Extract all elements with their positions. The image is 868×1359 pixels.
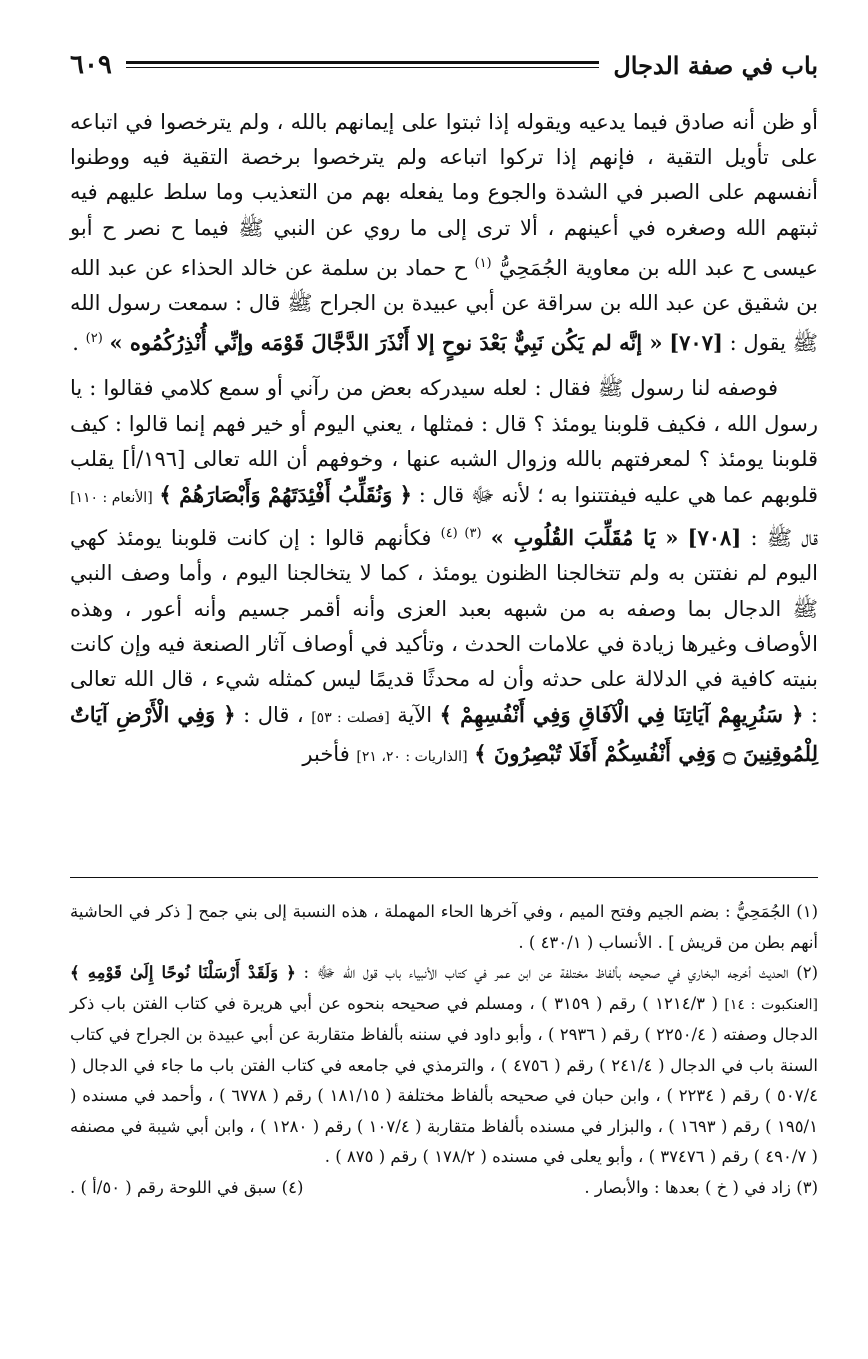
text-segment: فأخبر (302, 742, 350, 767)
header-rule (126, 60, 599, 70)
footnote-divider (70, 877, 818, 878)
verse-reference: [الأنعام : ١١٠] (70, 490, 153, 507)
page-number: ٦٠٩ (70, 50, 112, 80)
verse-reference: [فصلت : ٥٣] (311, 710, 390, 727)
quran-verse: ﴿ وَلَقَدْ أَرْسَلْنَا نُوحًا إِلَىٰ قَوْمِهِ ﴾ (70, 963, 296, 982)
footnote-3: (٣) زاد في ( خ ) بعدها : والأبصار . (584, 1177, 818, 1197)
text-segment: ، قال : (243, 703, 304, 728)
text-segment: أو ظن أنه صادق فيما يدعيه ويقوله إذا ثبتوا على إيمانهم بالله ، ولم يترخصوا في اتباعه على تأويل التقية ، فإنهم إذا تركوا اتباعه ولم يترخصوا برخصة التقية فيه ووطنوا أنفسهم على الصبر في الشدة والجوع وما يفعله بهم من التعذيب وما سلط عليهم فيه ثبتهم الله وصغره في أعينهم ، ألا ترى إلى ما روي عن النبي ﷺ فيما ح نصر ح أبو عيسى ح عبد الله بن معاوية الجُمَحِيُّ (70, 110, 818, 280)
footnote-1: (١) الجُمَحِيُّ : بضم الجيم وفتح الميم ، وفي آخرها الحاء المهملة ، هذه النسبة إلى بني جمح [ ذكر في الحاشية أنهم بطن من قريش ] . الأنساب ( ٤٣٠/١ ) . (70, 902, 818, 952)
main-text (70, 105, 818, 776)
text-segment: قال ﷺ : (750, 526, 818, 551)
paragraph-2 (70, 371, 818, 775)
running-title: باب في صفة الدجال (613, 50, 818, 80)
footnote-marker: (٢) (85, 331, 103, 347)
footnote-marker: (٣) (٤) (440, 526, 482, 542)
hadith-text: « يَا مُقَلِّبَ القُلُوبِ » (490, 525, 679, 551)
footnote-2 (70, 958, 818, 1173)
verse-reference: [العنكبوت : ١٤] (724, 996, 818, 1013)
footnote-text: (٢) الحديث أخرجه البخاري في صحيحه بألفاظ مختلفة عن ابن عمر في كتاب الأنبياء باب قول الله ﷻ : (303, 963, 818, 982)
quran-verse: ﴿ وَفِي الْأَرْضِ آيَاتٌ لِلْمُوقِنِينَ ۝ وَفِي أَنْفُسِكُمْ أَفَلَا تُبْصِرُونَ ﴾ (70, 702, 818, 767)
footnote-marker: (١) (474, 255, 492, 271)
text-segment: الآية (397, 703, 433, 728)
quran-verse: ﴿ وَنُقَلِّبُ أَفْئِدَتَهُمْ وَأَبْصَارَهُمْ ﴾ (159, 482, 412, 508)
book-page (70, 45, 819, 1197)
hadith-text: « إنَّه لم يَكُن نَبِيٌّ بَعْدَ نوحٍ إلا أَنْذَرَ الدَّجَّالَ قَوْمَه وإنِّي أُنْذِرُكُمُوه » (109, 330, 663, 356)
quran-verse: ﴿ سَنُرِيهِمْ آيَاتِنَا فِي الْآفَاقِ وَفِي أَنْفُسِهِمْ ﴾ (439, 702, 804, 728)
text-segment: فوصفه لنا رسول ﷺ فقال : لعله سيدركه بعض من رآني أو سمع كلامي فقالوا : يا رسول الله ، فكيف قلوبنا يومئذ ؟ قال : فمثلها ، يعني اليوم أو خير فهم إنما قالوا : كيف قلوبنا يومئذ ؟ لمعرفتهم بالله وزوال الشبه عنها ، وخوفهم أن الله تعالى [١٩٦/أ] يقلب قلوبهم عما هي عليه فيفتتنوا به ؛ لأنه ﷻ قال : (70, 376, 819, 508)
verse-reference: [الذاريات : ٢٠، ٢١] (356, 749, 468, 766)
page-header (70, 45, 818, 85)
text-segment: فكأنهم قالوا : إن كانت قلوبنا يومئذ كهي اليوم لم نفتتن به ولم تتخالجنا الظنون يومئذ ، كما لا يتخالجنا اليوم ، وأما وصف النبي ﷺ الدجال بما وصفه به من شبهه بعبد العزى وأنه أقمر جسيم وأنه أعور ، وهذه الأوصاف وغيرها زيادة في علامات الحدث ، وتأكيد في أوصاف آثار الصنعة فيه وإن كانت بنيته كافية في الدلالة على حدثه وأن له محدثًا قديمًا ليس كمثله شيء ، قال الله تعالى : (70, 526, 818, 728)
footnote-4: (٤) سبق في اللوحة رقم ( ٥٠/أ ) . (70, 1177, 304, 1197)
hadith-number: [٧٠٨] (687, 525, 742, 551)
footnotes (70, 897, 818, 1203)
footnotes-3-4 (70, 1173, 818, 1204)
text-segment: ح حماد بن سلمة عن خالد الحذاء عن عبد الله بن شقيق عن عبد الله بن سراقة عن أبي عبيدة بن الجراح ﷺ قال : سمعت رسول الله ﷺ يقول : (70, 255, 818, 356)
hadith-number: [٧٠٧] (669, 330, 723, 356)
footnote-text: ( ١٢١٤/٣ ) رقم ( ٣١٥٩ ) ، ومسلم في صحيحه بنحوه عن أبي هريرة في كتاب الفتن باب ذكر الدجال وصفته ( ٢٢٥٠/٤ ) رقم ( ٢٩٣٦ ) ، وأبو داود في سننه بألفاظ متقاربة عن أبي عبيدة بن الجراح في كتاب السنة باب في الدجال ( ٢٤١/٤ ) رقم ( ٤٧٥٦ ) ، والترمذي في جامعه في كتاب الفتن باب ما جاء في الدجال ( ٥٠٧/٤ ) رقم ( ٢٢٣٤ ) ، وابن حبان في صحيحه بألفاظ مختلفة ( ١٨١/١٥ ) رقم ( ٦٧٧٨ ) ، وأحمد في مسنده ( ١٩٥/١ ) رقم ( ١٦٩٣ ) ، والبزار في مسنده بألفاظ متقاربة ( ١٠٧/٤ ) رقم ( ١٢٨٠ ) ، وابن أبي شيبة في مصنفه ( ٤٩٠/٧ ) رقم ( ٣٧٤٧٦ ) ، وأبو يعلى في مسنده ( ١٧٨/٢ ) رقم ( ٨٧٥ ) . (70, 993, 818, 1166)
paragraph-1: أو ظن أنه صادق فيما يدعيه ويقوله إذا ثبتوا على إيمانهم بالله ، ولم يترخصوا في اتباعه على تأويل التقية ، فإنهم إذا تركوا اتباعه ولم يترخصوا برخصة التقية فيه ووطنوا أنفسهم على الصبر في الشدة والجوع وما يفعله بهم من التعذيب وما سلط عليهم فيه ثبتهم الله وصغره في أعينهم ، ألا ترى إلى ما روي عن النبي ﷺ فيما ح نصر ح أبو عيسى ح عبد الله بن معاوية الجُمَحِيُّ $^{(١)}$ ح حماد بن سلمة عن خالد الحذاء عن عبد الله بن شقيق عن عبد الله بن سراقة عن أبي عبيدة بن الجراح ﷺ قال : سمعت رسول الله ﷺ يقول : [٧٠٧] « إنَّه لم يَكُن نَبِيٌّ بَعْدَ نوحٍ إلا أَنْذَرَ الدَّجَّالَ قَوْمَه وإنِّي أُنْذِرُكُمُوه » $^{(٢)}$ . (70, 110, 818, 356)
